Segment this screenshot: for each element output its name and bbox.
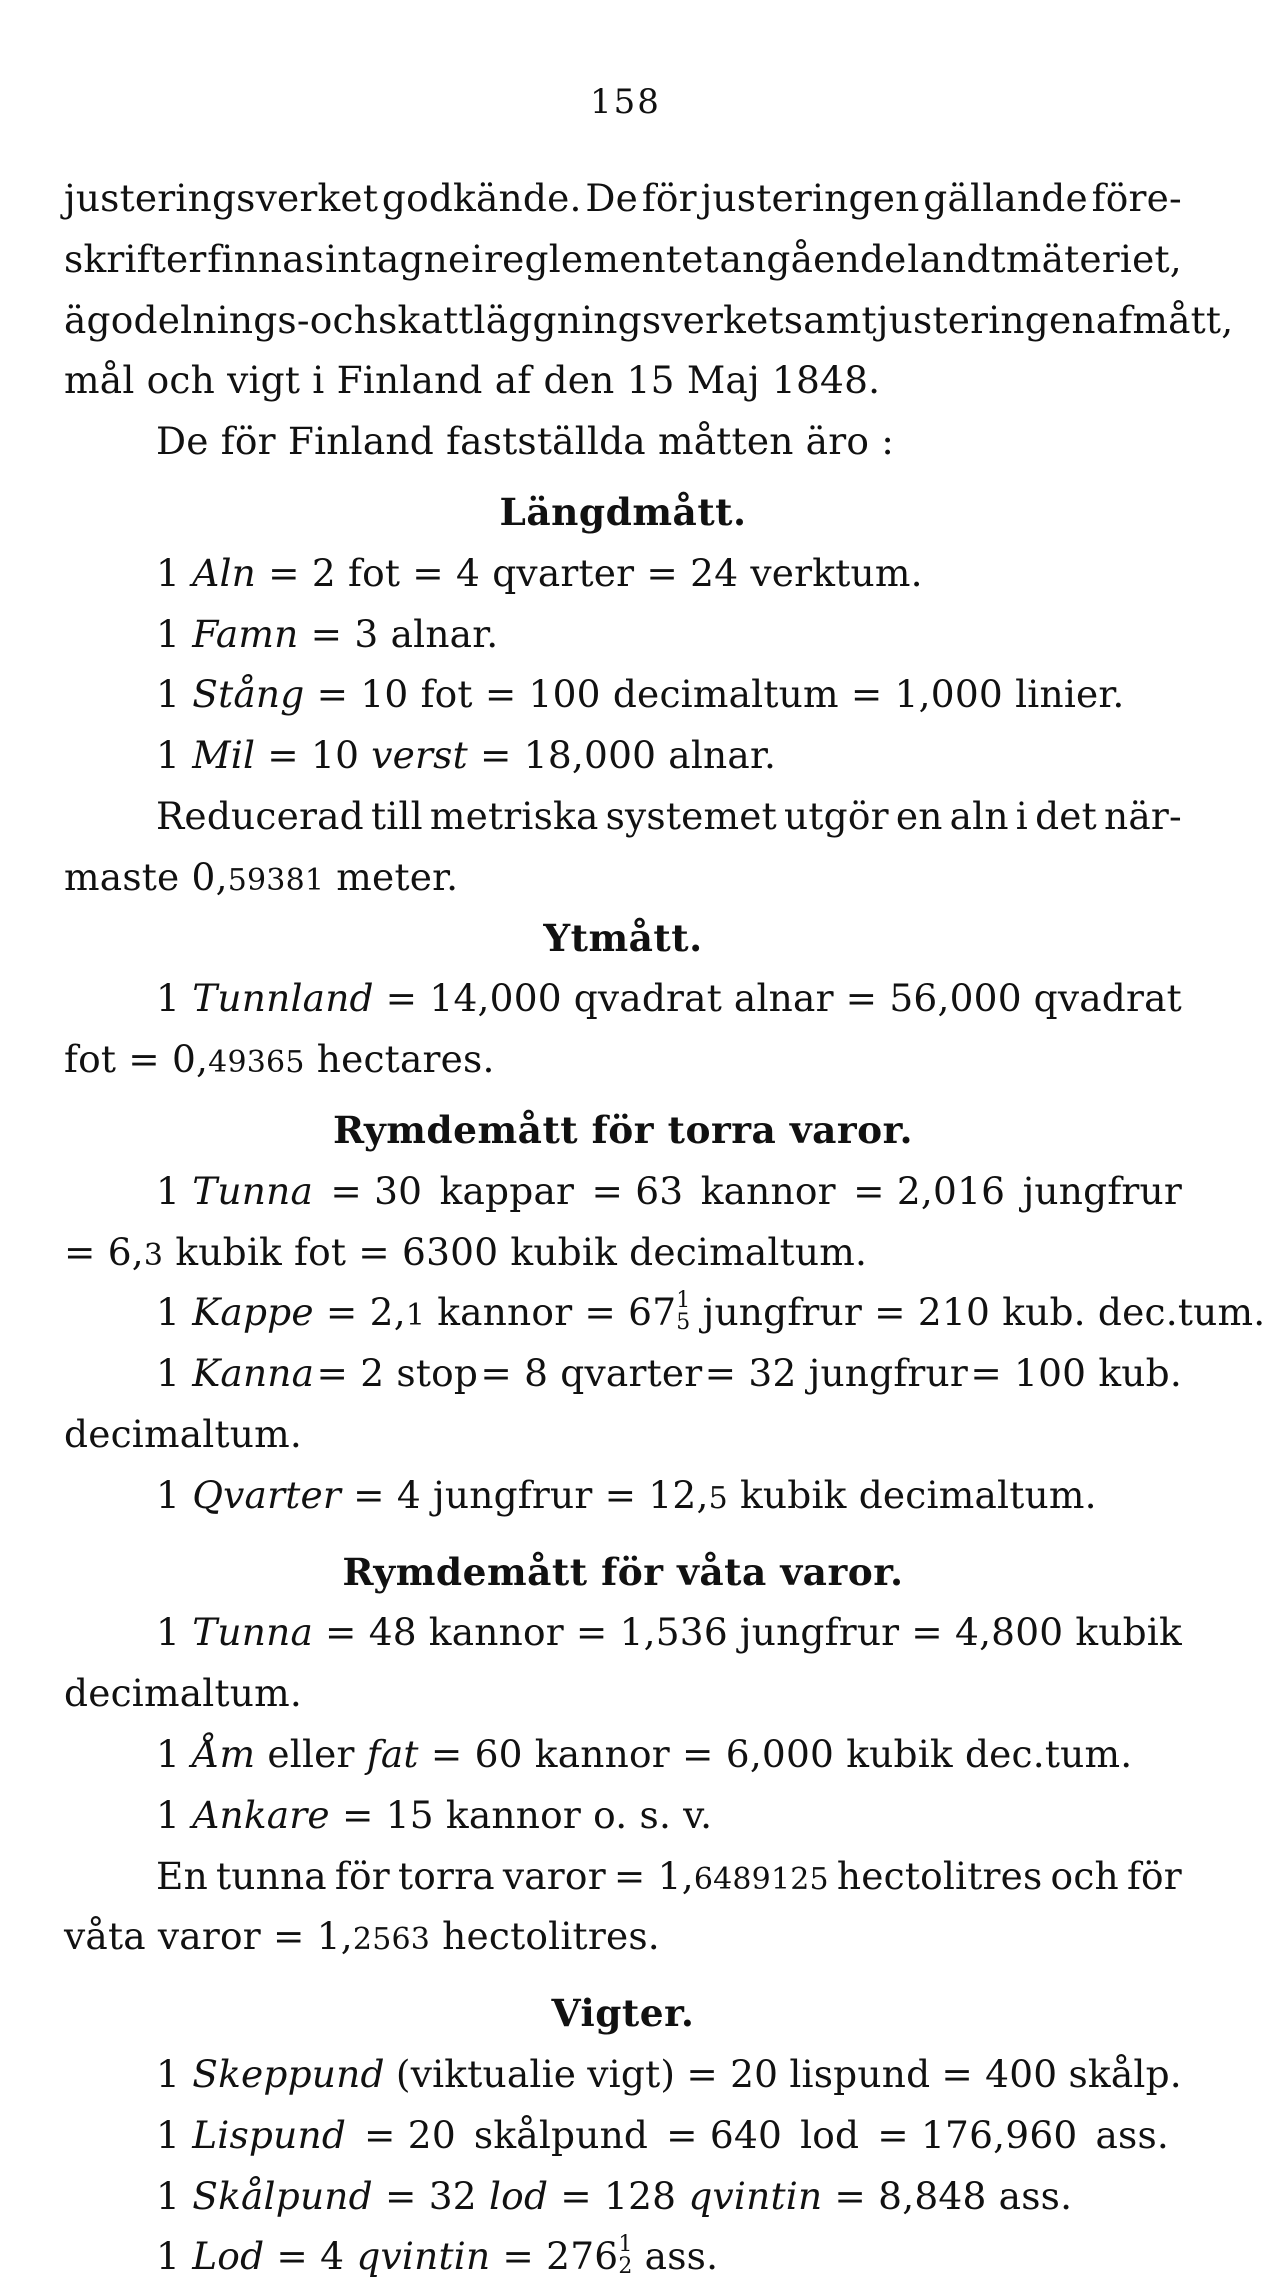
heading-vigter: Vigter.: [551, 1991, 695, 2036]
fraction-one-fifth: 1 5: [676, 1288, 691, 1336]
intro-line: De för Finland fastställda måtten äro :: [156, 419, 895, 464]
paragraph-line-1: justeringsverket godkände. De för justeringen gällande före-: [64, 176, 1182, 220]
row-tunna-vata-1: 1 Tunna = 48 kannor = 1,536 jungfrur = 4,800 kubik: [156, 1610, 1182, 1655]
heading-ytmatt: Ytmått.: [543, 915, 703, 960]
row-tunnland-1: 1 Tunnland = 14,000 qvadrat alnar = 56,000 qvadrat: [156, 976, 1182, 1021]
row-stang: 1 Stång = 10 fot = 100 decimaltum = 1,000 linier.: [156, 672, 1125, 717]
row-lispund: 1 Lispund = 20 skålpund = 640 lod = 176,960 ass.: [156, 2112, 1170, 2157]
row-skalpund: 1 Skålpund = 32 lod = 128 qvintin = 8,848 ass.: [156, 2173, 1073, 2218]
row-tunna-vata-2: decimaltum.: [64, 1671, 303, 1716]
row-tunnland-2: fot = 0,49365 hectares.: [64, 1037, 495, 1082]
row-en-tunna-2: våta varor = 1,2563 hectolitres.: [64, 1914, 660, 1959]
row-famn: 1 Famn = 3 alnar.: [156, 611, 499, 656]
reduced-line-2: maste 0,59381 meter.: [64, 854, 459, 899]
heading-torra: Rymdemått för torra varor.: [332, 1107, 914, 1152]
reduced-line-1: Reducerad till metriska systemet utgör en aln i det när-: [156, 793, 1182, 838]
page-number: 158: [590, 82, 661, 122]
row-en-tunna-1: En tunna för torra varor = 1,6489125 hectolitres och för: [156, 1853, 1182, 1898]
heading-vata: Rymdemått för våta varor.: [342, 1549, 904, 1594]
fraction-one-half: 1 2: [618, 2232, 633, 2280]
row-tunna-torra-1: 1 Tunna = 30 kappar = 63 kannor = 2,016 jungfrur: [156, 1168, 1182, 1213]
row-skeppund: 1 Skeppund (viktualie vigt) = 20 lispund = 400 skålp.: [156, 2051, 1182, 2096]
row-am: 1 Åm eller fat = 60 kannor = 6,000 kubik dec.tum.: [156, 1731, 1133, 1776]
row-lod: 1 Lod = 4 qvintin = 276 1 2 ass.: [156, 2232, 719, 2280]
row-kanna-2: decimaltum.: [64, 1411, 303, 1456]
row-qvarter: 1 Qvarter = 4 jungfrur = 12,5 kubik decimaltum.: [156, 1472, 1097, 1517]
row-mil: 1 Mil = 10 verst = 18,000 alnar.: [156, 733, 777, 778]
row-tunna-torra-2: = 6,3 kubik fot = 6300 kubik decimaltum.: [64, 1229, 868, 1274]
row-kanna-1: 1 Kanna = 2 stop = 8 qvarter = 32 jungfrur = 100 kub.: [156, 1351, 1182, 1396]
row-kappe: 1 Kappe = 2,1 kannor = 67 1 5 jungfrur = 210 kub. dec.tum.: [156, 1288, 1265, 1336]
page-text: [64, 168, 1265, 2287]
row-ankare: 1 Ankare = 15 kannor o. s. v.: [156, 1792, 713, 1837]
row-aln: 1 Aln = 2 fot = 4 qvarter = 24 verktum.: [156, 550, 923, 595]
paragraph-line-4: mål och vigt i Finland af den 15 Maj 1848.: [64, 358, 881, 403]
paragraph-line-2: skrifter finnas intagne i reglementet angående landtmäteriet,: [64, 236, 1182, 281]
heading-langdmatt: Längdmått.: [499, 489, 747, 534]
paragraph-line-3: ägodelnings- och skattläggningsverket samt justeringen af mått,: [64, 297, 1234, 342]
